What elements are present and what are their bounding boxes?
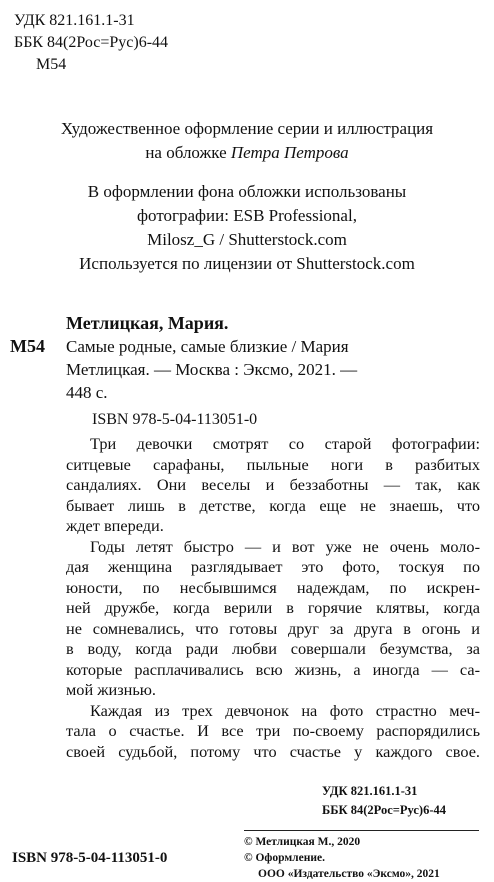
- annotation-line: ждет впереди.: [66, 516, 164, 535]
- author-sign: М54: [36, 56, 67, 73]
- annotation-line: Годы летят быстро — и вот уже не очень моло-: [90, 536, 480, 556]
- annotation-line: не сомневались, что готовы друг за друга в огонь и: [66, 618, 480, 638]
- photo-credit-line4: Используется по лицензии от Shutterstock.com: [79, 254, 415, 273]
- copyright-divider: [244, 830, 479, 831]
- annotation-line: в воду, когда ради любви совершали безумства, за: [66, 639, 480, 658]
- copyright-line: © Оформление.: [244, 852, 325, 864]
- udk-block-bottom: [322, 782, 446, 820]
- photo-credit-line2: фотографии: ESB Professional,: [137, 206, 357, 225]
- annotation-line: Каждая из трех девчонок на фото страстно меч-: [90, 700, 480, 720]
- annotation-line: мой жизнью.: [66, 680, 156, 699]
- bib-line: Метлицкая. — Москва : Эксмо, 2021. —: [66, 360, 358, 379]
- bbk-code: ББК 84(2Рос=Рус)6-44: [14, 34, 169, 51]
- annotation-line: тала о счастье. И все три по-своему распорядились: [66, 721, 480, 740]
- design-credit-line1: Художественное оформление серии и иллюстрация: [60, 119, 434, 138]
- copyright-line: © Метлицкая М., 2020: [244, 836, 361, 848]
- annotation-line: ней дружбе, когда верили в горячие клятвы, когда: [66, 598, 480, 617]
- annotation-line: Три девочки смотрят со старой фотографии:: [90, 434, 480, 453]
- photo-credit: [0, 180, 494, 276]
- annotation-line: юности, по несбывшимся надеждам, по искрен-: [66, 577, 480, 597]
- design-credit-line2: [0, 141, 494, 165]
- bib-line: Самые родные, самые близкие / Мария: [66, 337, 349, 356]
- annotation-line: сандалиях. Они веселы и беззаботны — так, как: [66, 475, 480, 494]
- annotation-line: ситцевые сарафаны, пыльные ноги в разбитых: [66, 454, 480, 474]
- bib-line: 448 с.: [66, 383, 108, 402]
- design-credit: [0, 117, 494, 165]
- copyright-block: [244, 834, 440, 882]
- annotation-line: которые расплачивались всю жизнь, а иногда — са-: [66, 659, 480, 679]
- annotation: [66, 434, 480, 762]
- bib-author-sign: М54: [10, 336, 45, 356]
- photo-credit-line3: Milosz_G / Shutterstock.com: [147, 230, 347, 249]
- isbn-bottom: ISBN 978-5-04-113051-0: [12, 850, 168, 866]
- copyright-line: ООО «Издательство «Эксмо», 2021: [258, 868, 440, 880]
- illustrator-name: Петра Петрова: [230, 143, 349, 162]
- photo-credit-line1: В оформлении фона обложки использованы: [87, 182, 407, 201]
- bib-description: [66, 335, 476, 404]
- udk-code: УДК 821.161.1-31: [14, 12, 135, 29]
- annotation-line: бывает лишь в детстве, когда еще не знаешь, что: [66, 495, 480, 515]
- annotation-line: своей судьбой, потому что счастье у каждого свое.: [66, 741, 480, 761]
- bbk-code-bottom: ББК 84(2Рос=Рус)6-44: [322, 803, 446, 817]
- udk-block-top: [14, 10, 168, 76]
- udk-code-bottom: УДК 821.161.1-31: [322, 784, 418, 798]
- design-credit-prefix: на обложке: [145, 143, 231, 162]
- bib-author: Метлицкая, Мария.: [66, 313, 229, 333]
- annotation-line: дая женщина разглядывает это фото, тоскуя по: [66, 557, 480, 576]
- bib-isbn: ISBN 978-5-04-113051-0: [92, 411, 258, 428]
